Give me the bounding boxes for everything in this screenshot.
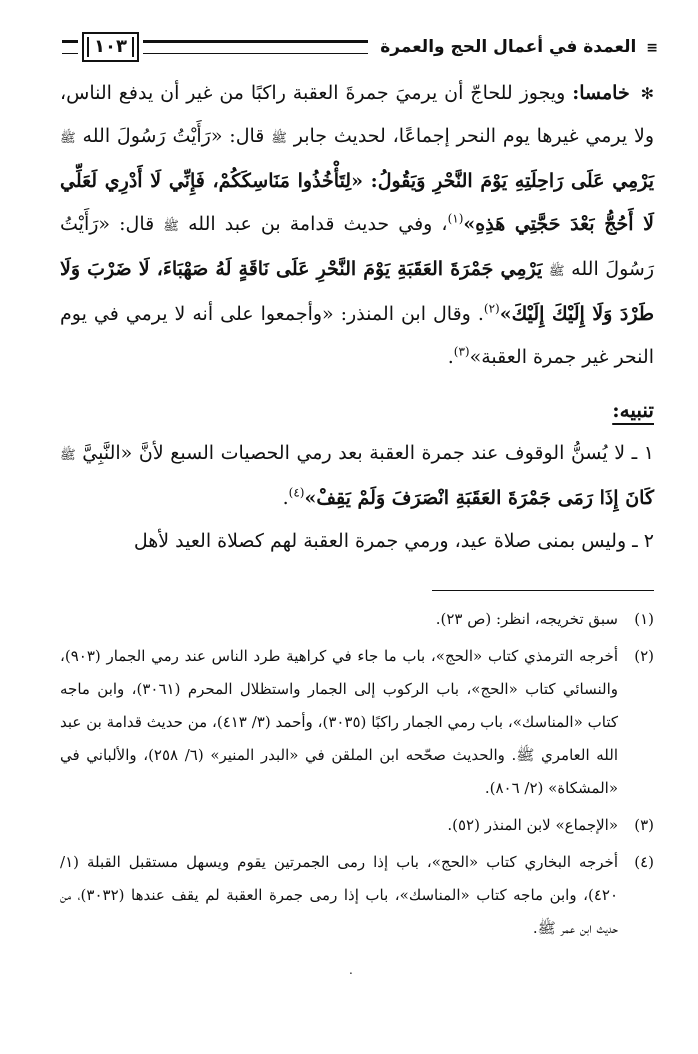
honorific-icon: ﷺ bbox=[163, 219, 180, 234]
header-title bbox=[372, 37, 658, 57]
paragraph-end: . bbox=[282, 487, 289, 509]
footnote-text: «الإجماع» لابن المنذر (٥٢). bbox=[447, 816, 618, 834]
header-rule bbox=[143, 40, 368, 54]
footnote-ref[interactable]: (١) bbox=[447, 211, 464, 226]
honorific-icon: ﷺ bbox=[60, 131, 76, 146]
footnote-number: (٢) bbox=[634, 647, 654, 665]
paragraph-text: ١ ـ لا يُسنُّ الوقوف عند جمرة العقبة بعد رمي الحصيات السبع لأنَّ «النَّبِيَّ bbox=[82, 442, 654, 464]
notice-title: تنبيه: bbox=[612, 398, 654, 422]
paragraph-text: ٢ ـ وليس بمنى صلاة عيد، ورمي جمرة العقبة لهم كصلاة العيد لأهل bbox=[133, 530, 654, 552]
main-text bbox=[60, 72, 654, 563]
footnote-text: أخرجه الترمذي كتاب «الحج»، باب ما جاء في كراهية طرد الناس عند رمي الجمار (٩٠٣)، والنسائي كتاب «الحج»، باب الركوب إلى الجمار واستظلال المحرم (٣٠٦١)، وابن ماجه كتاب «المناسك»، باب رمي الجمار راكبًا (٣٠٣٥)، وأحمد (٣/ ٤١٣)، من حديث قدامة بن عبد الله العامري ﷺ. والحديث صحّحه ابن الملقن في «البدر المنير» (٦/ ٢٥٨)، والألباني في «المشكاة» (٢/ ٨٠٦). bbox=[60, 647, 619, 797]
footnote bbox=[60, 640, 654, 805]
footnote-number: (١) bbox=[634, 610, 654, 628]
paragraph-fifth bbox=[60, 72, 654, 379]
footnotes bbox=[60, 603, 654, 949]
page-end-mark: . bbox=[349, 963, 353, 977]
paragraph-text: ويجوز للحاجّ أن يرميَ جمرةَ العقبة راكبًا من غير أن يدفع الناس، ولا يرمي غيرها يوم النحر إجماعًا، لحديث جابر bbox=[60, 82, 654, 147]
footnote-ref[interactable]: (٢) bbox=[483, 301, 500, 316]
footnote-text: سبق تخريجه، انظر: (ص ٢٣). bbox=[435, 610, 618, 628]
header-rule-stub bbox=[62, 40, 78, 54]
footnote-number: (٤) bbox=[634, 853, 654, 871]
footnote bbox=[60, 603, 654, 636]
page-number: ١٠٣ bbox=[82, 32, 139, 62]
paragraph-text: قال: «رَأَيْتُ رَسُولَ الله bbox=[82, 125, 265, 147]
footnote-number: (٣) bbox=[634, 816, 654, 834]
footnote-ref[interactable]: (٤) bbox=[288, 485, 305, 500]
footnote-text: أخرجه البخاري كتاب «الحج»، باب إذا رمى الجمرتين يقوم ويسهل مستقبل القبلة (١/ ٤٢٠)، وابن ماجه كتاب «المناسك»، باب إذا رمى جمرة العقبة لم يقف عندها (٣٠٣٢)، من حديث ابن عمر ﷺ. bbox=[60, 853, 618, 937]
footnote-ref[interactable]: (٣) bbox=[453, 344, 470, 359]
notice-item-2 bbox=[60, 520, 654, 563]
section-label: خامسا: bbox=[572, 82, 630, 104]
paragraph-text: ، وفي حديث قدامة بن عبد الله bbox=[188, 213, 448, 235]
footnote bbox=[60, 809, 654, 842]
paragraph-text: قال: «رَأَيْتُ رَسُولَ الله bbox=[60, 213, 654, 280]
honorific-icon: ﷺ bbox=[548, 264, 565, 279]
footnote bbox=[60, 846, 654, 945]
running-header bbox=[62, 30, 658, 64]
header-mark-icon: ≡ bbox=[646, 40, 658, 56]
header-title-text: العمدة في أعمال الحج والعمرة bbox=[380, 37, 637, 57]
star-icon: ✻ bbox=[640, 84, 655, 103]
notice-item-1 bbox=[60, 432, 654, 520]
honorific-icon: ﷺ bbox=[60, 448, 76, 463]
hadith-text: يَرْمِي عَلَى رَاحِلَتِهِ يَوْمَ النَّحْرِ وَيَقُولُ: «لِتَأْخُذُوا مَنَاسِكَكُمْ، فَإِنِّي لَا أَدْرِي لَعَلِّي لَا أَحُجُّ بَعْدَ حَجَّتِي هَذِهِ» bbox=[60, 170, 654, 235]
hadith-text: يَرْمِي جَمْرَةَ العَقَبَةِ يَوْمَ النَّحْرِ عَلَى نَاقَةٍ لَهُ صَهْبَاءَ، لَا ضَرْبَ وَلَا طَرْدَ وَلَا إِلَيْكَ إِلَيْكَ» bbox=[60, 258, 654, 325]
footnote-divider bbox=[432, 590, 654, 591]
paragraph-end: . bbox=[447, 346, 454, 368]
hadith-text: كَانَ إِذَا رَمَى جَمْرَةَ العَقَبَةِ انْصَرَفَ وَلَمْ يَقِفْ» bbox=[304, 487, 654, 509]
paragraph-text: . وقال ابن المنذر: «وأجمعوا على أنه لا يرمي في يوم النحر غير جمرة العقبة» bbox=[60, 303, 654, 368]
honorific-icon: ﷺ bbox=[271, 131, 287, 146]
